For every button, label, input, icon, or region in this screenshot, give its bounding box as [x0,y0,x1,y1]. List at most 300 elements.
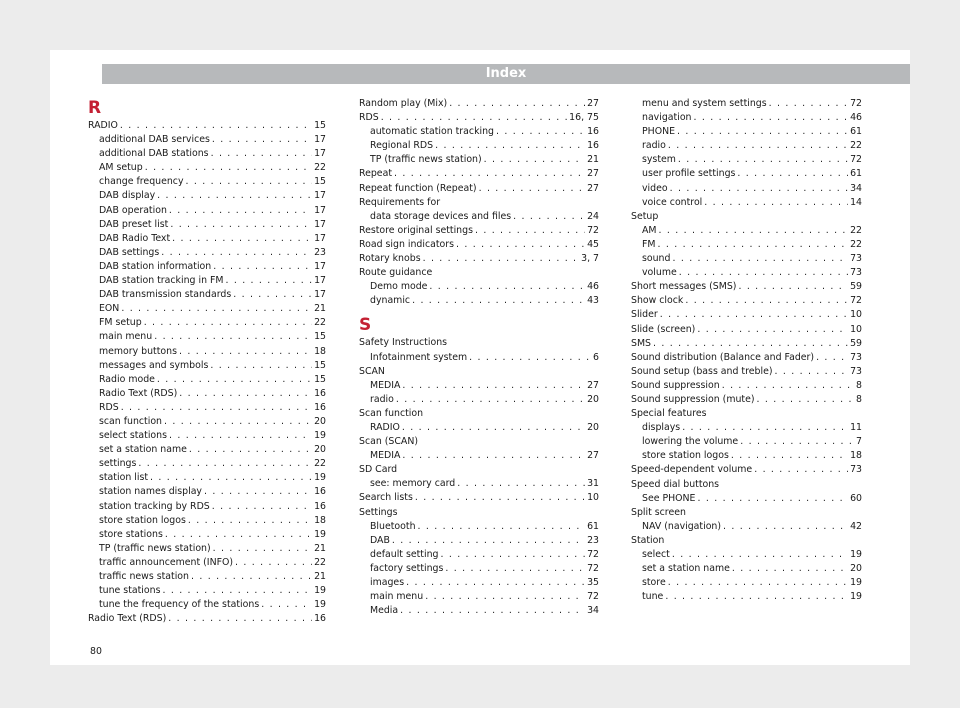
dot-leader [445,562,585,576]
entry-term: FM setup [99,317,142,329]
entry-term: MEDIA [370,379,401,391]
index-subentry [631,182,862,196]
index-heading: SD Card [359,464,398,476]
index-subentry [631,167,862,181]
entry-term: DAB operation [99,204,167,216]
index-entry [631,463,862,477]
entry-page-number: 22 [850,224,862,236]
dot-leader [188,514,312,528]
dot-leader [670,182,848,196]
entry-term: user profile settings [642,168,736,180]
entry-page-number: 19 [314,528,326,540]
index-subentry [631,520,862,534]
index-entry [359,252,599,266]
entry-term: messages and symbols [99,359,209,371]
index-heading: Requirements for [359,196,441,208]
entry-page-number: 21 [314,303,326,315]
index-subentry [359,548,599,562]
entry-term: Restore original settings [359,224,473,236]
entry-page-number: 10 [850,323,862,335]
index-entry [359,111,599,125]
entry-term: dynamic [370,295,411,307]
entry-term: EON [99,303,120,315]
index-heading: Scan function [359,407,424,419]
entry-term: DAB station tracking in FM [99,275,224,287]
index-subentry [88,556,326,570]
index-column-1 [88,97,326,626]
entry-term: select [642,549,670,560]
entry-term: DAB [370,534,390,546]
index-subentry [88,161,326,175]
entry-term: Short messages (SMS) [631,281,737,293]
entry-page-number: 31 [587,478,599,490]
entry-page-number: 72 [587,224,599,236]
entry-page-number: 17 [314,218,326,230]
entry-page-number: 19 [850,549,862,560]
entry-page-number: 19 [314,585,326,597]
index-subentry [359,153,599,167]
dot-leader [211,147,312,161]
dot-leader [162,584,312,598]
entry-page-number: 14 [850,196,862,208]
entry-term: Bluetooth [370,520,416,532]
entry-term: set a station name [99,444,187,456]
dot-leader [704,196,848,210]
index-column-2 [359,97,599,618]
entry-term: menu and system settings [642,98,767,109]
entry-page-number: 16 [314,500,326,512]
dot-leader [757,393,855,407]
dot-leader [679,266,848,280]
entry-page-number: 27 [587,168,599,180]
dot-leader [423,252,580,266]
entry-page-number: 73 [850,365,862,377]
dot-leader [150,471,312,485]
index-subentry [88,471,326,485]
dot-leader [653,337,848,351]
index-subentry [88,570,326,584]
index-subentry [88,443,326,457]
entry-page-number: 23 [314,246,326,258]
index-heading: Split screen [631,506,686,518]
dot-leader [212,133,312,147]
entry-term: TP (traffic news station) [370,154,482,166]
dot-leader [668,139,848,153]
entry-page-number: 17 [314,232,326,244]
dot-leader [682,421,848,435]
dot-leader [169,204,312,218]
dot-leader [179,345,312,359]
entry-page-number: 35 [587,577,599,588]
entry-page-number: 3, 7 [581,253,599,265]
entry-term: tune [642,591,664,603]
entry-page-number: 20 [587,393,599,405]
entry-page-number: 46 [587,281,599,293]
entry-page-number: 7 [856,436,862,448]
entry-page-number: 59 [850,281,862,293]
entry-page-number: 72 [850,98,862,109]
dot-leader [449,97,585,111]
entry-term: Repeat function (Repeat) [359,182,477,194]
entry-term: SMS [631,337,651,349]
entry-page-number: 19 [314,599,326,611]
entry-page-number: 15 [314,176,326,188]
dot-leader [204,485,312,499]
dot-leader [161,246,312,260]
dot-leader [210,359,312,373]
entry-term: images [370,577,405,588]
entry-page-number: 17 [314,190,326,202]
entry-term: store [642,577,666,589]
dot-leader [212,500,312,514]
entry-term: default setting [370,548,439,560]
index-heading: Route guidance [359,267,433,279]
index-entry [631,351,862,365]
index-subentry [88,260,326,274]
index-subentry [631,125,862,139]
dot-leader [685,294,848,308]
index-entry [359,238,599,252]
entry-term: Repeat [359,168,392,180]
dot-leader [740,435,854,449]
entry-term: See PHONE [642,492,696,504]
entry-term: Road sign indicators [359,238,455,250]
entry-page-number: 16 [587,126,599,138]
entry-page-number: 22 [314,458,326,470]
entry-term: lowering the volume [642,436,739,448]
index-header-bar [102,64,910,84]
index-subentry [631,562,862,576]
entry-page-number: 72 [587,591,599,603]
entry-page-number: 11 [850,422,862,434]
dot-leader [456,238,585,252]
entry-page-number: 24 [587,210,599,222]
entry-page-number: 27 [587,450,599,462]
entry-term: Rotary knobs [359,253,421,265]
entry-term: displays [642,422,681,434]
dot-leader [732,562,848,576]
index-subentry [88,330,326,344]
index-entry [359,97,599,111]
entry-term: select stations [99,430,167,442]
dot-leader [191,570,312,584]
dot-leader [484,153,585,167]
entry-term: TP (traffic news station) [99,542,211,554]
dot-leader [723,520,848,534]
index-entry [359,167,599,181]
entry-term: PHONE [642,126,676,138]
index-subentry [631,548,862,562]
index-subentry [359,604,599,618]
entry-term: radio [370,393,394,405]
index-subentry [359,280,599,294]
index-section-letter: S [359,315,372,336]
entry-term: Sound distribution (Balance and Fader) [631,351,815,363]
dot-leader [738,280,848,294]
dot-leader [440,548,585,562]
dot-leader [457,477,585,491]
dot-leader [169,429,312,443]
entry-term: RDS [99,401,119,413]
dot-leader [513,210,585,224]
entry-term: Show clock [631,295,684,307]
dot-leader [668,576,848,590]
index-entry [359,182,599,196]
index-subentry [88,514,326,528]
entry-page-number: 22 [850,238,862,250]
entry-page-number: 72 [587,562,599,574]
entry-term: Radio mode [99,373,155,385]
dot-leader [121,302,312,316]
entry-page-number: 19 [314,430,326,442]
dot-leader [121,401,312,415]
entry-term: additional DAB stations [99,148,209,160]
entry-page-number: 21 [314,571,326,582]
entry-term: Speed-dependent volume [631,464,753,476]
dot-leader [168,612,312,626]
page-title: Index [485,66,527,81]
entry-page-number: 16 [314,613,326,625]
index-subentry [631,111,862,125]
entry-page-number: 10 [850,309,862,321]
index-subentry [631,252,862,266]
entry-page-number: 21 [587,154,599,166]
entry-term: DAB Radio Text [99,232,171,244]
entry-term: automatic station tracking [370,126,494,138]
entry-term: data storage devices and files [370,210,512,222]
index-entry [631,308,862,322]
index-subentry [88,401,326,415]
dot-leader [672,548,848,562]
entry-term: DAB preset list [99,218,169,230]
index-subentry [88,359,326,373]
entry-page-number: 17 [314,148,326,160]
index-heading: Settings [359,506,398,518]
entry-term: settings [99,458,137,470]
entry-term: Sound suppression [631,379,720,391]
entry-page-number: 73 [850,253,862,265]
dot-leader [722,379,854,393]
index-entry [631,280,862,294]
entry-term: DAB settings [99,246,160,258]
dot-leader [235,556,312,570]
dot-leader [775,365,849,379]
entry-page-number: 27 [587,379,599,391]
entry-page-number: 21 [314,542,326,554]
dot-leader [186,175,313,189]
entry-page-number: 15 [314,359,326,371]
index-subentry [88,345,326,359]
entry-page-number: 23 [587,534,599,546]
entry-page-number: 16 [587,140,599,152]
entry-page-number: 73 [850,464,862,476]
entry-page-number: 73 [850,267,862,279]
dot-leader [400,604,585,618]
entry-term: Sound suppression (mute) [631,393,755,405]
index-subentry [359,562,599,576]
index-entry [359,491,599,505]
entry-page-number: 10 [587,492,599,504]
index-entry [631,337,862,351]
dot-leader [677,125,848,139]
entry-page-number: 61 [850,126,862,138]
index-heading: Station [631,534,665,546]
index-subentry [359,125,599,139]
dot-leader [475,224,585,238]
dot-leader [165,528,312,542]
index-subentry [631,421,862,435]
entry-page-number: 20 [314,415,326,427]
entry-term: see: memory card [370,478,456,490]
dot-leader [392,534,585,548]
dot-leader [469,351,591,365]
entry-term: station names display [99,486,202,498]
dot-leader [233,288,312,302]
dot-leader [402,379,585,393]
entry-page-number: 34 [587,605,599,617]
entry-page-number: 43 [587,295,599,307]
index-subentry [359,590,599,604]
dot-leader [189,443,312,457]
dot-leader [731,449,848,463]
dot-leader [694,111,849,125]
dot-leader [402,449,585,463]
index-heading: Setup [631,210,659,222]
index-subentry [359,534,599,548]
index-subentry [631,435,862,449]
entry-page-number: 18 [314,514,326,526]
entry-page-number: 72 [587,548,599,560]
dot-leader [657,238,848,252]
dot-leader [394,167,585,181]
index-subentry [359,421,599,435]
dot-leader [170,218,312,232]
index-entry [88,612,326,626]
index-subentry [88,288,326,302]
index-subentry [359,379,599,393]
index-subentry [88,133,326,147]
entry-page-number: 15 [314,373,326,385]
index-subentry [88,429,326,443]
index-subentry [88,246,326,260]
dot-leader [261,598,312,612]
entry-term: sound [642,253,671,265]
dot-leader [496,125,585,139]
entry-term: traffic news station [99,571,189,582]
dot-leader [665,590,848,604]
entry-term: main menu [370,591,424,603]
dot-leader [415,491,585,505]
entry-page-number: 19 [850,591,862,603]
dot-leader [678,153,848,167]
page-number: 80 [90,646,102,657]
entry-term: store station logos [99,514,186,526]
entry-term: Radio Text (RDS) [99,387,178,399]
entry-term: store stations [99,528,163,540]
index-subentry [359,210,599,224]
entry-term: Slider [631,309,658,321]
index-subentry [88,542,326,556]
index-subentry [631,196,862,210]
index-subentry [631,97,862,111]
entry-term: set a station name [642,563,730,575]
index-entry [631,393,862,407]
index-subentry [359,477,599,491]
entry-term: Radio Text (RDS) [88,613,167,625]
index-subentry [88,147,326,161]
entry-page-number: 72 [850,154,862,166]
index-entry [631,323,862,337]
index-heading: Speed dial buttons [631,478,720,490]
index-subentry [88,598,326,612]
entry-term: FM [642,238,656,250]
entry-term: tune stations [99,585,161,597]
entry-page-number: 34 [850,182,862,194]
dot-leader [754,463,848,477]
index-subentry [88,500,326,514]
entry-term: change frequency [99,176,184,188]
entry-page-number: 61 [587,520,599,532]
entry-term: RADIO [88,120,118,131]
entry-page-number: 8 [856,393,862,405]
index-subentry [631,492,862,506]
entry-term: MEDIA [370,450,401,462]
entry-term: Sound setup (bass and treble) [631,365,773,377]
entry-term: traffic announcement (INFO) [99,556,234,568]
index-subentry [631,238,862,252]
entry-page-number: 61 [850,168,862,180]
index-heading: SCAN [359,365,385,377]
entry-term: AM [642,224,657,236]
index-subentry [88,457,326,471]
entry-page-number: 46 [850,112,862,124]
entry-page-number: 20 [314,444,326,456]
entry-page-number: 16 [314,486,326,498]
index-subentry [88,175,326,189]
dot-leader [737,167,848,181]
index-entry [631,294,862,308]
entry-page-number: 17 [314,289,326,301]
dot-leader [697,323,848,337]
index-subentry [631,449,862,463]
entry-page-number: 42 [850,520,862,532]
index-subentry [88,189,326,203]
dot-leader [425,590,585,604]
dot-leader [429,280,585,294]
index-entry [631,365,862,379]
dot-leader [145,161,312,175]
dot-leader [138,457,312,471]
index-entry [359,224,599,238]
entry-term: scan function [99,415,163,427]
entry-page-number: 18 [850,450,862,462]
dot-leader [225,274,312,288]
dot-leader [381,111,567,125]
entry-page-number: 22 [314,162,326,174]
entry-term: Demo mode [370,281,428,293]
index-subentry [88,373,326,387]
entry-page-number: 22 [314,317,326,329]
entry-page-number: 27 [587,182,599,194]
index-subentry [88,387,326,401]
index-subentry [359,520,599,534]
entry-page-number: 17 [314,134,326,146]
entry-term: radio [642,140,666,152]
index-subentry [88,204,326,218]
index-subentry [631,576,862,590]
index-entry [631,379,862,393]
entry-page-number: 22 [850,140,862,152]
